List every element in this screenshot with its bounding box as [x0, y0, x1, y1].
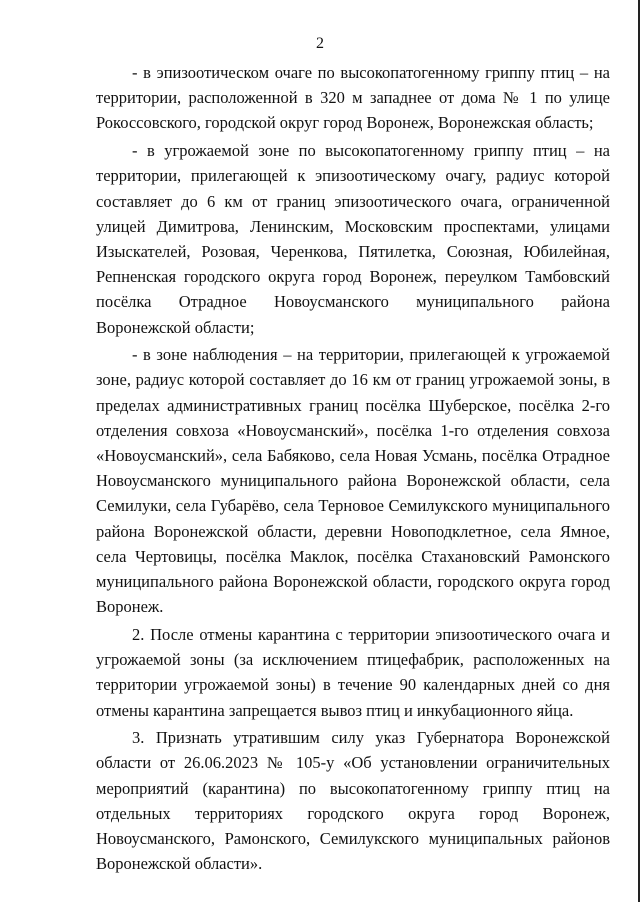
paragraph-observation-zone: - в зоне наблюдения – на территории, прилегающей к угрожаемой зоне, радиус которой составляет до 16 км от границ угрожаемой зоны, в пределах административных границ посёлка Шуберское, посёлка 2-го отделения совхоза «Новоусманский», посёлка 1-го отделения совхоза «Новоусманский», села Бабяково, села Новая Усмань, посёлка Отрадное Новоусманского муниципального района Воронежской области, села Семилуки, села Губарёво, села Терновое Семилукского муниципального района Воронежской области, деревни Новоподклетное, села Ямное, села Чертовицы, посёлка Маклок, посёлка Стахановский Рамонского муниципального района Воронежской области, городского округа город Воронеж. — [96, 345, 610, 617]
document-body — [96, 60, 610, 877]
paragraph-item-3: 3. Признать утратившим силу указ Губернатора Воронежской области от 26.06.2023 № 105-у «Об установлении ограничительных мероприятий (карантина) по высокопатогенному гриппу птиц на отдельных территориях городского округа город Воронеж, Новоусманского, Рамонского, Семилукского муниципальных районов Воронежской области». — [96, 728, 610, 874]
paragraph-epizootic-focus: - в эпизоотическом очаге по высокопатогенному гриппу птиц – на территории, расположенной в 320 м западнее от дома № 1 по улице Рокоссовского, городской округ город Воронеж, Воронежская область; — [96, 63, 610, 133]
paragraph-threatened-zone: - в угрожаемой зоне по высокопатогенному гриппу птиц – на территории, прилегающей к эпизоотическому очагу, радиус которой составляет до 6 км от границ эпизоотического очага, ограниченной улицей Димитрова, Ленинским, Московским проспектами, улицами Изыскателей, Розовая, Черенкова, Пятилетка, Союзная, Юбилейная, Репненская городского округа город Воронеж, переулком Тамбовский посёлка Отрадное Новоусманского муниципального района Воронежской области; — [96, 141, 610, 337]
page-number: 2 — [316, 35, 324, 52]
paragraph-item-2: 2. После отмены карантина с территории эпизоотического очага и угрожаемой зоны (за исключением птицефабрик, расположенных на территории угрожаемой зоны) в течение 90 календарных дней со дня отмены карантина запрещается вывоз птиц и инкубационного яйца. — [96, 624, 610, 720]
